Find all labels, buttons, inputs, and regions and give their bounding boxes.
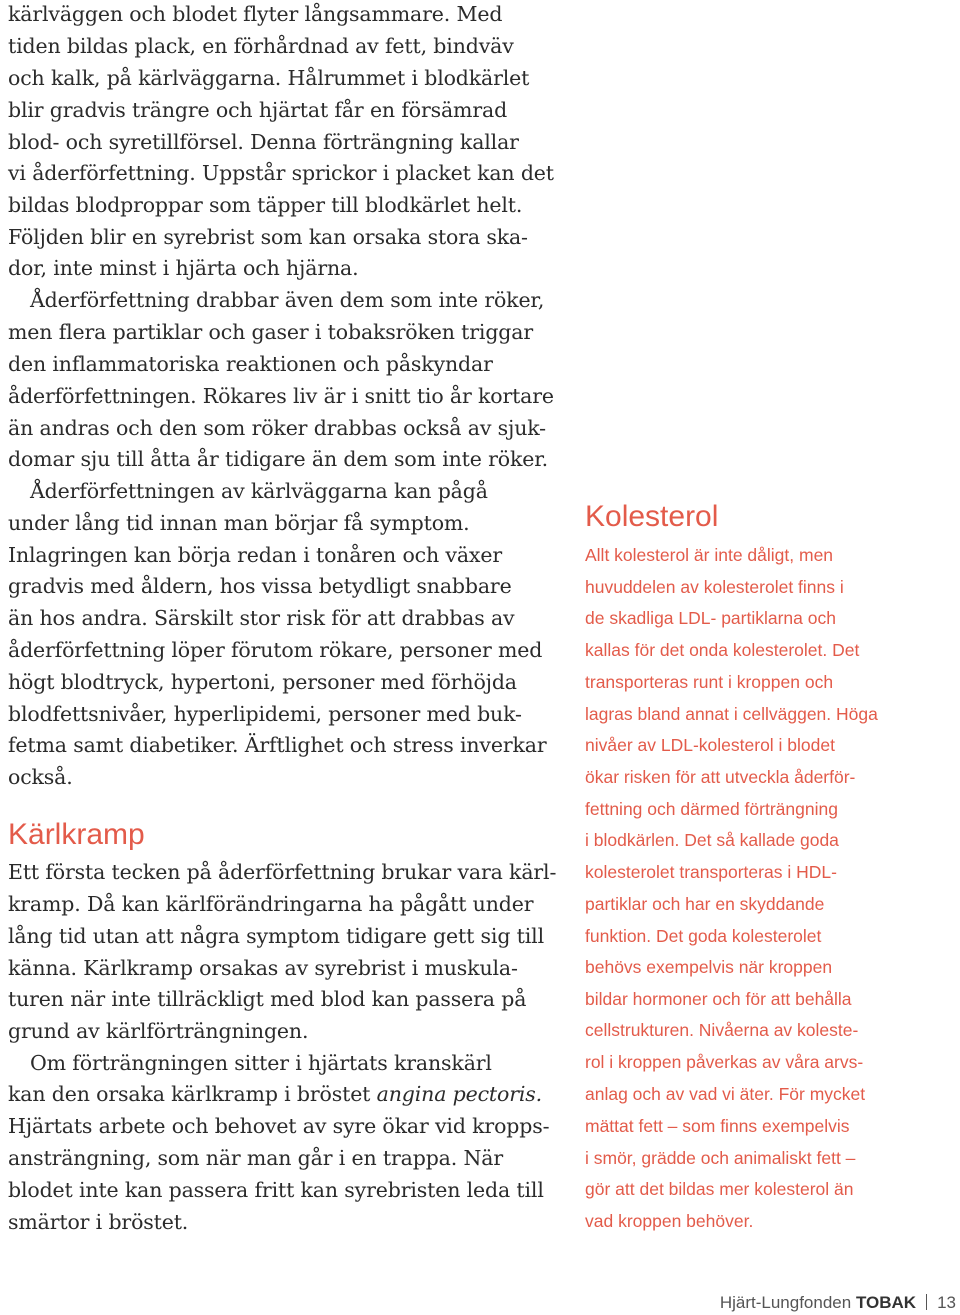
- body-text-line: blir gradvis trängre och hjärtat får en försämrad: [8, 98, 508, 122]
- body-text-line: också.: [8, 765, 73, 789]
- sidebar-text-line: i smör, grädde och animaliskt fett –: [585, 1148, 856, 1168]
- body-text-line: [8, 1082, 542, 1106]
- body-text-line: domar sju till åtta år tidigare än dem som inte röker.: [8, 447, 548, 471]
- body-text-line: tiden bildas plack, en förhårdnad av fett, bindväv: [8, 34, 514, 58]
- body-text-line: ansträngning, som när man går i en trappa. När: [8, 1146, 503, 1170]
- body-text-line: gradvis med åldern, hos vissa betydligt snabbare: [8, 574, 512, 598]
- sidebar-text-line: bildar hormoner och för att behålla: [585, 989, 852, 1009]
- sidebar-text-line: fettning och därmed förträngning: [585, 799, 838, 819]
- sidebar-text-line: kolesterolet transporteras i HDL-: [585, 862, 837, 882]
- body-text-line: Om förträngningen sitter i hjärtats kranskärl: [30, 1051, 492, 1075]
- body-text-line: Inlagringen kan börja redan i tonåren och växer: [8, 543, 502, 567]
- sidebar-text-line: anlag och av vad vi äter. För mycket: [585, 1084, 866, 1104]
- body-text-line: Följden blir en syrebrist som kan orsaka stora ska-: [8, 225, 528, 249]
- body-text-line: Åderförfettningen av kärlväggarna kan pågå: [30, 479, 488, 503]
- body-text-line: än andras och den som röker drabbas också av sjuk-: [8, 416, 546, 440]
- body-text-line: under lång tid innan man börjar få symptom.: [8, 511, 470, 535]
- sidebar-text-line: cellstrukturen. Nivåerna av koleste-: [585, 1020, 859, 1040]
- sidebar-title: Kolesterol: [585, 500, 719, 533]
- sidebar-text-line: lagras bland annat i cellväggen. Höga: [585, 704, 878, 724]
- body-text-line: högt blodtryck, hypertoni, personer med förhöjda: [8, 670, 517, 694]
- sidebar-text-line: funktion. Det goda kolesterolet: [585, 926, 822, 946]
- body-text-line: Hjärtats arbete och behovet av syre ökar vid kropps-: [8, 1114, 550, 1138]
- body-text-line: kramp. Då kan kärlförändringarna ha pågått under: [8, 892, 534, 916]
- body-text-line: Åderförfettning drabbar även dem som inte röker,: [30, 288, 545, 312]
- section-heading-karlkramp: Kärlkramp: [8, 818, 145, 851]
- sidebar-text-line: huvuddelen av kolesterolet finns i: [585, 577, 844, 597]
- body-text-line: lång tid utan att några symptom tidigare gett sig till: [8, 924, 544, 948]
- body-text-line: känna. Kärlkramp orsakas av syrebrist i muskula-: [8, 956, 518, 980]
- sidebar-text-line: ökar risken för att utveckla åderför-: [585, 767, 856, 787]
- body-text-line: blod- och syretillförsel. Denna förträngning kallar: [8, 130, 519, 154]
- sidebar-text-line: partiklar och har en skyddande: [585, 894, 825, 914]
- sidebar-text-line: behövs exempelvis när kroppen: [585, 957, 833, 977]
- sidebar-text-line: mättat fett – som finns exempelvis: [585, 1116, 850, 1136]
- sidebar-text-line: gör att det bildas mer kolesterol än: [585, 1179, 854, 1199]
- body-text-line: blodet inte kan passera fritt kan syrebristen leda till: [8, 1178, 544, 1202]
- body-text-line: Ett första tecken på åderförfettning brukar vara kärl-: [8, 860, 557, 884]
- term-angina-pectoris: angina pectoris.: [376, 1082, 542, 1106]
- body-text-line: vi åderförfettning. Uppstår sprickor i placket kan det: [8, 161, 554, 185]
- page-footer: [720, 1293, 956, 1313]
- body-text-line: grund av kärlförträngningen.: [8, 1019, 309, 1043]
- sidebar-text-line: transporteras runt i kroppen och: [585, 672, 834, 692]
- page-number: 13: [937, 1293, 956, 1312]
- body-text-line: än hos andra. Särskilt stor risk för att drabbas av: [8, 606, 515, 630]
- body-text-line: men flera partiklar och gaser i tobaksröken triggar: [8, 320, 533, 344]
- sidebar-text-line: i blodkärlen. Det så kallade goda: [585, 830, 839, 850]
- body-text-line: och kalk, på kärlväggarna. Hålrummet i blodkärlet: [8, 66, 530, 90]
- sidebar-text-line: kallas för det onda kolesterolet. Det: [585, 640, 860, 660]
- body-text-line: kärlväggen och blodet flyter långsammare. Med: [8, 2, 503, 26]
- sidebar-text-line: Allt kolesterol är inte dåligt, men: [585, 545, 834, 565]
- body-text-line: blodfettsnivåer, hyperlipidemi, personer med buk-: [8, 702, 522, 726]
- body-text-line: smärtor i bröstet.: [8, 1210, 189, 1234]
- footer-brand: TOBAK: [855, 1293, 917, 1312]
- footer-publisher: Hjärt-Lungfonden: [719, 1293, 852, 1312]
- body-text-line: åderförfettningen. Rökares liv är i snitt tio år kortare: [8, 384, 554, 408]
- body-text-segment: kan den orsaka kärlkramp i bröstet: [8, 1082, 377, 1106]
- sidebar-text-line: de skadliga LDL- partiklarna och: [585, 608, 836, 628]
- body-text-line: bildas blodproppar som täpper till blodkärlet helt.: [8, 193, 523, 217]
- sidebar-text-line: rol i kroppen påverkas av våra arvs-: [585, 1052, 864, 1072]
- body-text-line: den inflammatoriska reaktionen och påskyndar: [8, 352, 493, 376]
- body-text-line: åderförfettning löper förutom rökare, personer med: [8, 638, 543, 662]
- body-text-line: dor, inte minst i hjärta och hjärna.: [8, 256, 359, 280]
- body-text-line: turen när inte tillräckligt med blod kan passera på: [8, 987, 527, 1011]
- sidebar-text-line: vad kroppen behöver.: [585, 1211, 754, 1231]
- footer-divider: [926, 1294, 927, 1310]
- sidebar-text-line: nivåer av LDL-kolesterol i blodet: [585, 735, 835, 755]
- body-text-line: fetma samt diabetiker. Ärftlighet och stress inverkar: [8, 733, 547, 757]
